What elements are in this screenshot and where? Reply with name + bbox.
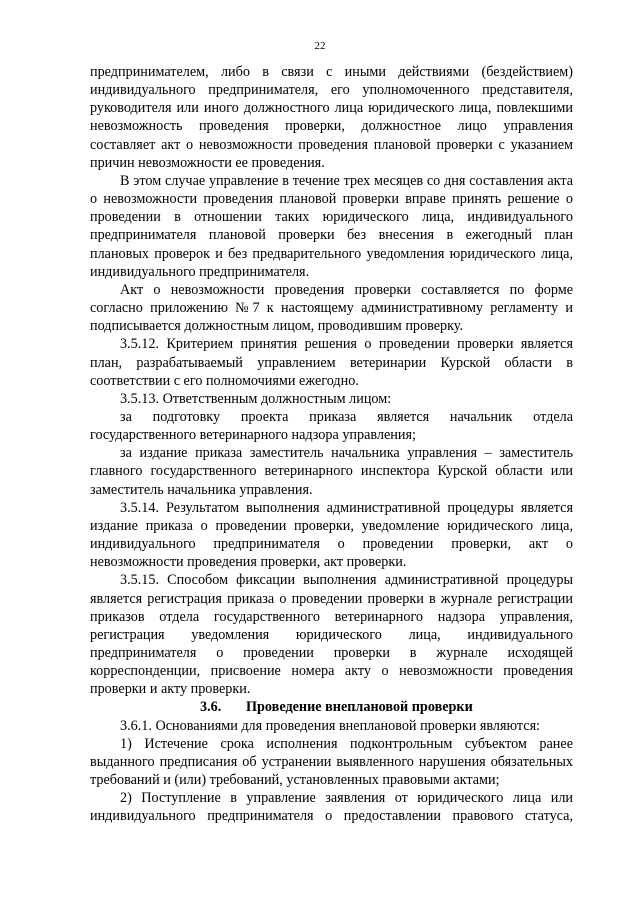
paragraph: 2) Поступление в управление заявления от юридического лица или индивидуального предпринимателя о предоставлении правового статуса, [90, 790, 573, 825]
paragraph: 3.5.12. Критерием принятия решения о проведении проверки является план, разрабатываемый управлением ветеринарии Курской области в соответствии с его полномочиями ежегодно. [90, 336, 573, 389]
paragraph: 3.6.1. Основаниями для проведения внеплановой проверки являются: [120, 717, 541, 734]
paragraph: 3.5.14. Результатом выполнения административной процедуры является издание приказа о проведении проверки, уведомление юридического лица, индивидуального предпринимателя о проведении проверки, акт о невозможности проведения проверки, акт проверки. [90, 499, 573, 571]
paragraph: за издание приказа заместитель начальника управления – заместитель главного государственного ветеринарного инспектора Курской области или заместитель начальника управления. [90, 445, 573, 498]
paragraph: за подготовку проекта приказа является начальник отдела государственного ветеринарного надзора управления; [90, 408, 573, 444]
paragraph: 1) Истечение срока исполнения подконтрольным субъектом ранее выданного предписания об устранении выявленного нарушения обязательных требований и (или) требований, установленных правовыми актами; [90, 735, 573, 789]
document-body [90, 63, 573, 826]
section-number: 3.6. [200, 699, 222, 716]
paragraph: 3.5.15. Способом фиксации выполнения административной процедуры является регистрация приказа о проведении проверки в журнале регистрации приказов отдела государственного ветеринарного надзора управления, регистрация уведомления юридического лица, индивидуального предпринимателя о проведении проверки в журнале исходящей корреспонденции, присвоение номера акту о невозможности проведения проверки и акту проверки. [90, 572, 573, 698]
page-number: 22 [314, 40, 326, 52]
section-title: Проведение внеплановой проверки [246, 699, 473, 716]
paragraph: 3.5.13. Ответственным должностным лицом: [120, 390, 392, 407]
paragraph: Акт о невозможности проведения проверки составляется по форме согласно приложению №7 к настоящему административному регламенту и подписывается должностным лицом, проводившим проверку. [90, 281, 573, 335]
paragraph: В этом случае управление в течение трех месяцев со дня составления акта о невозможности проведения плановой проверки вправе принять решение о проведении в отношении таких юридического лица, индивидуального предпринимателя плановой проверки без внесения в ежегодный план плановых проверок и без предварительного уведомления юридического лица, индивидуального предпринимателя. [90, 172, 573, 280]
section-heading [90, 698, 573, 716]
paragraph: предпринимателем, либо в связи с иными действиями (бездействием) индивидуального предпринимателя, его уполномоченного представителя, руководителя или иного должностного лица юридического лица, повлекшими невозможность проведения проверки, должностное лицо управления составляет акт о невозможности проведения плановой проверки с указанием причин невозможности ее проведения. [90, 64, 573, 171]
